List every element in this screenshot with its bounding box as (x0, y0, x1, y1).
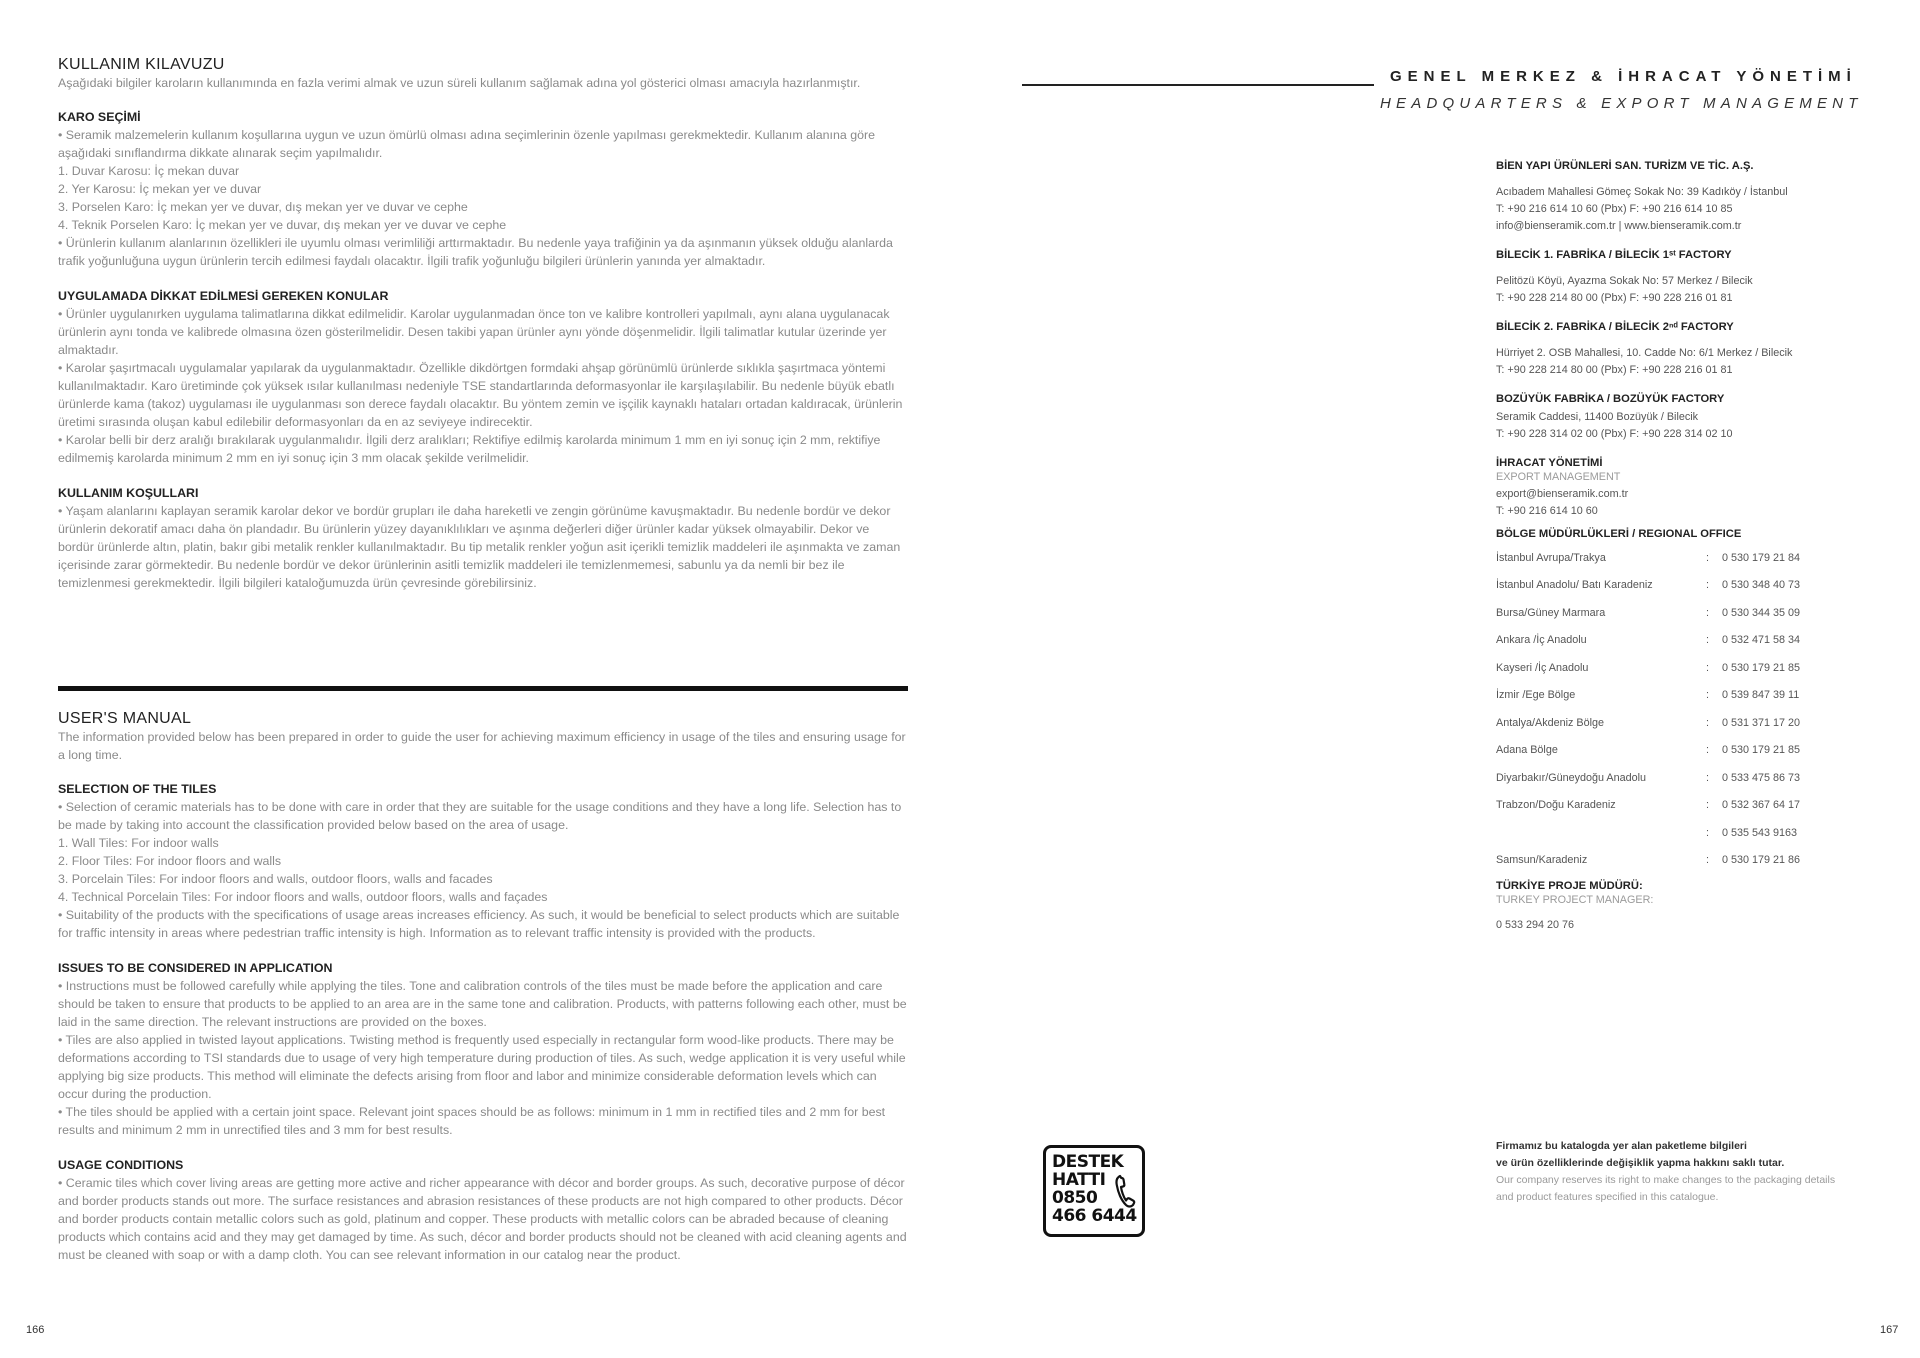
manual-section (58, 959, 908, 1139)
factory2-block (1496, 321, 1876, 379)
section-text: • Karolar şaşırtmacalı uygulamalar yapılarak da uygulanmaktadır. Özellikle dikdörtgen formdaki ahşap görünümlü ürünlerde sıklıkla şaşırtmaca yöntemi kullanılmaktadır. Karo üretiminde çok yüksek ısılar kullanılması nedeniyle TSE standartlarında deformasyonlar ile karşılaşılabilir. Bu nedenle büyük ebatlı ürünlerde kama (takoz) uygulaması ile uygulanması son derece faydalı olacaktır. Bu yöntem zemin ve işçilik kaynaklı hataları ortadan kaldıracak, ürünlerin üretimi sırasında oluşan kabul edilebilir deformasyonları da en az seviyeye indirecektir. (58, 361, 903, 429)
section-text: 3. Porselen Karo: İç mekan yer ve duvar, dış mekan yer ve duvar ve cephe (58, 200, 468, 214)
section-text: • The tiles should be applied with a certain joint space. Relevant joint spaces should be as follows: minimum in 1 mm in rectified tiles and 2 mm for best results and minimum 2 mm in unrectified tiles and 3 mm for best results. (58, 1105, 886, 1137)
disclaimer-tr-1: Firmamız bu katalogda yer alan paketleme bilgileri (1496, 1140, 1747, 1152)
company-name: BİEN YAPI ÜRÜNLERİ SAN. TURİZM VE TİC. A.Ş. (1496, 160, 1754, 172)
region-separator: : (1706, 606, 1709, 619)
factory3-phone: T: +90 228 314 02 00 (Pbx) F: +90 228 314 02 10 (1496, 428, 1733, 440)
page-number-left: 166 (26, 1324, 45, 1336)
region-separator: : (1706, 854, 1709, 867)
section-text: 2. Yer Karosu: İç mekan yer ve duvar (58, 182, 262, 196)
manual-section (58, 484, 908, 592)
section-text: 1. Wall Tiles: For indoor walls (58, 836, 219, 850)
hotline-line4: 466 6444 (1052, 1206, 1137, 1226)
hotline-line1: DESTEK (1052, 1152, 1124, 1172)
regional-block (1496, 528, 1876, 874)
region-separator: : (1706, 634, 1709, 647)
company-block (1496, 160, 1876, 235)
section-text: 1. Duvar Karosu: İç mekan duvar (58, 164, 240, 178)
en-title: USER'S MANUAL (58, 710, 192, 727)
region-phone: 0 530 179 21 84 (1722, 551, 1801, 564)
region-name: Diyarbakır/Güneydoğu Anadolu (1496, 771, 1647, 784)
section-text: 4. Technical Porcelain Tiles: For indoor floors and walls, outdoor floors, walls and façades (58, 890, 548, 904)
hq-rule (1022, 84, 1374, 86)
export-heading: İHRACAT YÖNETİMİ (1496, 457, 1603, 469)
region-separator: : (1706, 771, 1709, 784)
section-text: • Karolar belli bir derz aralığı bırakılarak uygulanmalıdır. İlgili derz aralıkları; Rektifiye edilmiş karolarda minimum 1 mm en iyi sonuç için 2 mm, rektifiye edilmemiş karolarda minimum 2 mm en iyi sonuç için 3 mm olacak şekilde verilmelidir. (58, 433, 881, 465)
factory1-phone: T: +90 228 214 80 00 (Pbx) F: +90 228 216 01 81 (1496, 292, 1733, 304)
contact-info (1496, 160, 1876, 948)
support-hotline-badge (1043, 1145, 1145, 1237)
manual-section (58, 780, 908, 942)
hotline-line2: HATTI (1052, 1170, 1106, 1190)
tr-sections (58, 108, 908, 592)
project-phone: 0 533 294 20 76 (1496, 919, 1575, 931)
regional-table (1496, 544, 1800, 874)
section-heading: KARO SEÇİMİ (58, 110, 141, 124)
factory3-heading: BOZÜYÜK FABRİKA / BOZÜYÜK FACTORY (1496, 393, 1725, 405)
manual-section (58, 108, 908, 270)
project-sub: TURKEY PROJECT MANAGER: (1496, 894, 1654, 906)
export-phone: T: +90 216 614 10 60 (1496, 505, 1598, 517)
en-intro: The information provided below has been prepared in order to guide the user for achieving maximum efficiency in usage of the tiles and ensuring usage for a long time. (58, 730, 906, 762)
section-text: • Ürünler uygulanırken uygulama talimatlarına dikkat edilmelidir. Karolar uygulanmadan önce ton ve kalibre kontrolleri yapılmalı, aynı alana uygulanacak ürünlerin aynı tonda ve kalibrede olmasına özen gösterilmelidir. Desen takibi yapan ürünler aynı yönde döşenmelidir. İlgili talimatlar kutular üzerinde yer almaktadır. (58, 307, 890, 357)
tr-manual (58, 56, 908, 609)
company-phone: T: +90 216 614 10 60 (Pbx) F: +90 216 614 10 85 (1496, 203, 1733, 215)
section-text: 3. Porcelain Tiles: For indoor floors and walls, outdoor floors, walls and facades (58, 872, 493, 886)
disclaimer-tr-2: ve ürün özelliklerinde değişiklik yapma hakkını saklı tutar. (1496, 1157, 1785, 1169)
section-text: 4. Teknik Porselen Karo: İç mekan yer ve duvar, dış mekan yer ve duvar ve cephe (58, 218, 507, 232)
region-separator: : (1706, 799, 1709, 812)
region-separator: : (1706, 826, 1709, 839)
section-text: • Ceramic tiles which cover living areas are getting more active and richer appearance with décor and border groups. As such, decorative purpose of décor and border products stands out more. The surface resistances and abrasion resistances of these products are not high compared to other products. Décor and border products contain metallic colors such as gold, platinum and copper. These products with metallic colors can be abraded because of cleaning products which contains acid and they may get damaged by time. As such, décor and border products should not be cleaned with acid cleaning agents and must be cleaned with soap or with a damp cloth. You can see relevant information in our catalog near the product. (58, 1176, 907, 1262)
regional-row (1496, 737, 1800, 765)
region-name: İstanbul Anadolu/ Batı Karadeniz (1496, 579, 1653, 592)
regional-row (1496, 627, 1800, 655)
section-text: • Selection of ceramic materials has to be done with care in order that they are suitable for the usage conditions and they have a long life. Selection has to be made by taking into account the classification provided below based on the area of usage. (58, 800, 902, 832)
region-separator: : (1706, 551, 1709, 564)
regional-row (1496, 654, 1800, 682)
regional-row (1496, 792, 1800, 820)
region-phone: 0 530 348 40 73 (1722, 579, 1801, 592)
hq-subtitle: HEADQUARTERS & EXPORT MANAGEMENT (1380, 95, 1863, 112)
manual-section (58, 1156, 908, 1264)
section-divider (58, 686, 908, 691)
region-separator: : (1706, 689, 1709, 702)
region-phone: 0 532 367 64 17 (1722, 799, 1801, 812)
region-separator: : (1706, 744, 1709, 757)
factory2-phone: T: +90 228 214 80 00 (Pbx) F: +90 228 216 01 81 (1496, 364, 1733, 376)
region-phone: 0 539 847 39 11 (1722, 689, 1800, 702)
disclaimer-en-2: and product features specified in this catalogue. (1496, 1191, 1719, 1203)
region-name: Adana Bölge (1496, 744, 1558, 757)
project-heading: TÜRKİYE PROJE MÜDÜRÜ: (1496, 880, 1643, 892)
region-phone: 0 530 344 35 09 (1722, 606, 1801, 619)
region-separator: : (1706, 716, 1709, 729)
section-text: • Tiles are also applied in twisted layout applications. Twisting method is frequently used especially in rectangular form wood-like products. There may be deformations according to TSI standards due to usage of very high temperature during production of tiles. As such, wedge application it is very useful while applying big size products. This method will eliminate the defects arising from floor and labor and minimize considerable deformation levels which can occur during the production. (58, 1033, 906, 1101)
company-web[interactable]: info@bienseramik.com.tr | www.bienseramik.com.tr (1496, 220, 1742, 232)
export-block (1496, 457, 1876, 520)
hq-title: GENEL MERKEZ & İHRACAT YÖNETİMİ (1390, 68, 1857, 85)
region-name: Antalya/Akdeniz Bölge (1496, 716, 1605, 729)
region-phone: 0 535 543 9163 (1722, 826, 1798, 839)
hotline-line3: 0850 (1052, 1188, 1098, 1208)
factory1-heading: BİLECİK 1. FABRİKA / BİLECİK 1ˢᵗ FACTORY (1496, 249, 1732, 261)
factory2-heading: BİLECİK 2. FABRİKA / BİLECİK 2ⁿᵈ FACTORY (1496, 321, 1734, 333)
disclaimer (1496, 1138, 1876, 1206)
region-name (1496, 819, 1706, 847)
section-heading: USAGE CONDITIONS (58, 1158, 184, 1172)
region-separator: : (1706, 661, 1709, 674)
section-text: • Seramik malzemelerin kullanım koşullarına uygun ve uzun ömürlü olması adına seçimlerinin özenle yapılması gerekmektedir. Kullanım alanına göre aşağıdaki sınıflandırma dikkate alınarak seçim yapılmalıdır. (58, 128, 876, 160)
region-separator: : (1706, 579, 1709, 592)
en-sections (58, 780, 908, 1264)
page-number-right: 167 (1880, 1324, 1899, 1336)
section-heading: SELECTION OF THE TILES (58, 782, 217, 796)
section-heading: KULLANIM KOŞULLARI (58, 486, 199, 500)
section-text: • Suitability of the products with the specifications of usage areas increases efficiency. As such, it would be beneficial to select products which are suitable for traffic intensity in areas where pedestrian traffic intensity is high. Information as to relevant traffic intensity is provided with the products. (58, 908, 900, 940)
regional-row (1496, 847, 1800, 875)
region-phone: 0 532 471 58 34 (1722, 634, 1801, 647)
section-text: • Ürünlerin kullanım alanlarının özellikleri ile uyumlu olması verimliliği arttırmaktadır. Bu nedenle yaya trafiğinin ya da aşınmanın yüksek olduğu alanlarda trafik yoğunluğuna uygun ürünlerin tercih edilmesi faydalı olacaktır. İlgili trafik yoğunluğu bilgileri ürünlerin yanında yer almaktadır. (58, 236, 893, 268)
section-text: • Instructions must be followed carefully while applying the tiles. Tone and calibration controls of the tiles must be made before the application and care should be taken to ensure that products to be applied to an area are in the same tone and calibration. Products, with patterns following each other, must be laid in the same direction. The relevant instructions are provided on the boxes. (58, 979, 907, 1029)
disclaimer-en-1: Our company reserves its right to make changes to the packaging details (1496, 1174, 1836, 1186)
region-name: İzmir /Ege Bölge (1496, 689, 1576, 702)
factory1-block (1496, 249, 1876, 307)
factory3-block (1496, 393, 1876, 443)
section-heading: UYGULAMADA DİKKAT EDİLMESİ GEREKEN KONULAR (58, 289, 389, 303)
region-name: Trabzon/Doğu Karadeniz (1496, 799, 1616, 812)
region-name: Samsun/Karadeniz (1496, 854, 1588, 867)
factory2-address: Hürriyet 2. OSB Mahallesi, 10. Cadde No: 6/1 Merkez / Bilecik (1496, 347, 1793, 359)
regional-row (1496, 572, 1800, 600)
factory3-address: Seramik Caddesi, 11400 Bozüyük / Bilecik (1496, 411, 1699, 423)
factory1-address: Pelitözü Köyü, Ayazma Sokak No: 57 Merkez / Bilecik (1496, 275, 1753, 287)
region-phone: 0 530 179 21 85 (1722, 661, 1801, 674)
regional-heading: BÖLGE MÜDÜRLÜKLERİ / REGIONAL OFFICE (1496, 528, 1742, 540)
region-phone: 0 531 371 17 20 (1722, 716, 1801, 729)
region-name: İstanbul Avrupa/Trakya (1496, 551, 1606, 564)
region-phone: 0 533 475 86 73 (1722, 771, 1801, 784)
region-phone: 0 530 179 21 85 (1722, 744, 1801, 757)
phone-handset-icon (1114, 1174, 1136, 1208)
region-name: Bursa/Güney Marmara (1496, 606, 1606, 619)
regional-row (1496, 819, 1800, 847)
region-name: Ankara /İç Anadolu (1496, 634, 1587, 647)
section-text: 2. Floor Tiles: For indoor floors and walls (58, 854, 282, 868)
project-block (1496, 880, 1876, 934)
region-name: Kayseri /İç Anadolu (1496, 661, 1589, 674)
manual-section (58, 287, 908, 467)
company-address: Acıbadem Mahallesi Gömeç Sokak No: 39 Kadıköy / İstanbul (1496, 186, 1788, 198)
export-email[interactable]: export@bienseramik.com.tr (1496, 488, 1629, 500)
en-manual (58, 710, 908, 1281)
section-text: • Yaşam alanlarını kaplayan seramik karolar dekor ve bordür grupları ile daha hareketli ve zengin görünüme kavuşmaktadır. Bu nedenle bordür ve dekor ürünlerin dekoratif amacı daha ön plandadır. Bu ürünlerin yüzey dayanıklılıkları ve aşınma değerleri diğer ürünler kadar yüksek olmayabilir. Dekor ve bordür ürünlerde altın, platin, bakır gibi metalik renkler kullanılmaktadır. Bu tip metalik renkler yoğun asit içerikli temizlik maddeleri ile aşınmakta ve zaman içerisinde zarar görmektedir. Bu nedenle bordür ve dekor ürünlerinin asitli temizlik maddeleri ile temizlenmemesi, sabunlu ya da nemli bir bez ile temizlenmesi gerekmektedir. İlgili bilgileri kataloğumuzda ürün çevresinde görebilirsiniz. (58, 504, 901, 590)
regional-row (1496, 682, 1800, 710)
region-phone: 0 530 179 21 86 (1722, 854, 1801, 867)
tr-title: KULLANIM KILAVUZU (58, 56, 225, 73)
section-heading: ISSUES TO BE CONSIDERED IN APPLICATION (58, 961, 333, 975)
regional-row (1496, 764, 1800, 792)
regional-row (1496, 709, 1800, 737)
regional-row (1496, 599, 1800, 627)
export-sub: EXPORT MANAGEMENT (1496, 471, 1621, 483)
regional-row (1496, 544, 1800, 572)
tr-intro: Aşağıdaki bilgiler karoların kullanımında en fazla verimi almak ve uzun süreli kullanım sağlamak adına yol gösterici olması amacıyla hazırlanmıştır. (58, 76, 861, 90)
